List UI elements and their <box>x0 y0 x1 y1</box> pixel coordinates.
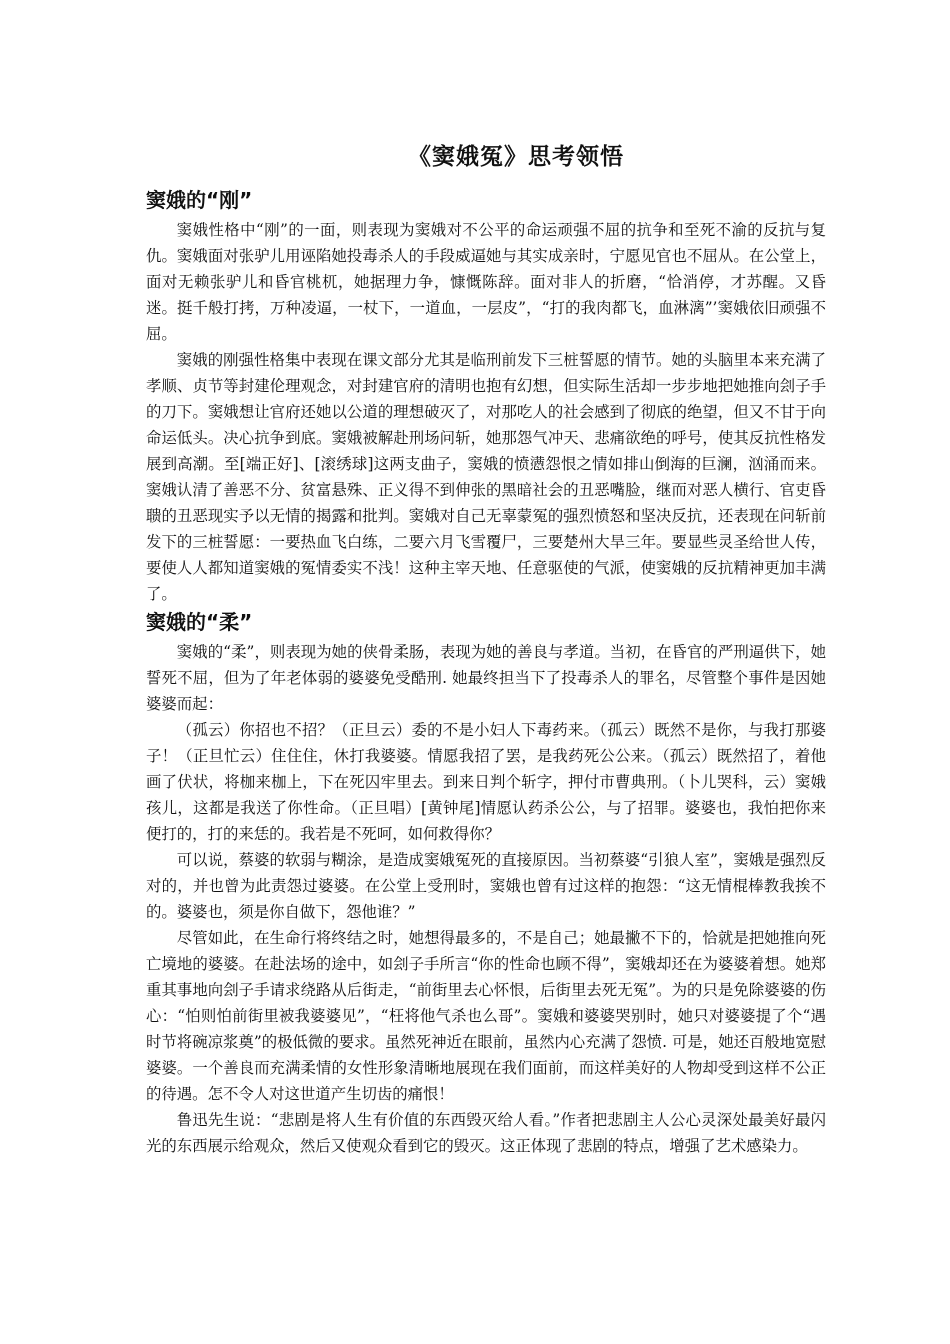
document-page <box>146 138 826 1159</box>
section-rou <box>146 607 826 1159</box>
paragraph: 鲁迅先生说：“悲剧是将人生有价值的东西毁灭给人看。”作者把悲剧主人公心灵深处最美好最闪光的东西展示给观众，然后又使观众看到它的毁灭。这正体现了悲剧的特点，增强了艺术感染力。 <box>146 1111 826 1155</box>
paragraph: （孤云）你招也不招？（正旦云）委的不是小妇人下毒药来。（孤云）既然不是你，与我打那婆子！（正旦忙云）住住住，休打我婆婆。情愿我招了罢，是我药死公公来。（孤云）既然招了，着他画了伏状，将枷来枷上，下在死囚牢里去。到来日判个斩字，押付市曹典刑。（卜儿哭科，云）窦娥孩儿，这都是我送了你性命。（正旦唱）[黄钟尾]情愿认药杀公公，与了招罪。婆婆也，我怕把你来便打的，打的来恁的。我若是不死呵，如何救得你？ <box>146 721 826 843</box>
paragraph: 窦娥的“柔”，则表现为她的侠骨柔肠，表现为她的善良与孝道。当初，在昏官的严刑逼供下，她誓死不屈，但为了年老体弱的婆婆免受酷刑. 她最终担当下了投毒杀人的罪名，尽管整个事件是因她婆婆而起： <box>146 643 826 713</box>
page-title: 《窦娥冤》思考领悟 <box>408 144 624 170</box>
paragraph: 窦娥的刚强性格集中表现在课文部分尤其是临刑前发下三桩誓愿的情节。她的头脑里本来充满了孝顺、贞节等封建伦理观念，对封建官府的清明也抱有幻想，但实际生活却一步步地把她推向刽子手的刀下。窦娥想让官府还她以公道的理想破灭了，对那吃人的社会感到了彻底的绝望，但又不甘于向命运低头。决心抗争到底。窦娥被解赴刑场问斩，她那怨气冲天、悲痛欲绝的呼号，使其反抗性格发展到高潮。至[端正好]、[滚绣球]这两支曲子，窦娥的愤懑怨恨之情如排山倒海的巨澜，汹涌而来。窦娥认清了善恶不分、贫富悬殊、正义得不到伸张的黑暗社会的丑恶嘴脸，继而对恶人横行、官吏昏聩的丑恶现实予以无情的揭露和批判。窦娥对自己无辜蒙冤的强烈愤怒和坚决反抗，还表现在问斩前发下的三桩誓愿：一要热血飞白练，二要六月飞雪覆尸，三要楚州大旱三年。要显些灵圣给世人传，要使人人都知道窦娥的冤情委实不浅！这种主宰天地、任意驱使的气派，使窦娥的反抗精神更加丰满了。 <box>146 351 826 603</box>
section-heading: 窦娥的“柔” <box>146 610 253 634</box>
paragraph: 窦娥性格中“刚”的一面，则表现为窦娥对不公平的命运顽强不屈的抗争和至死不渝的反抗与复仇。窦娥面对张驴儿用诬陷她投毒杀人的手段威逼她与其实成亲时，宁愿见官也不屈从。在公堂上，面对无赖张驴儿和昏官桃杌，她据理力争，慷慨陈辞。面对非人的折磨，“恰消停，才苏醒。又昏迷。挺千般打拷，万种凌逼，一杖下，一道血，一层皮”，“打的我肉都飞，血淋漓”’窦娥依旧顽强不屈。 <box>146 221 826 343</box>
paragraph: 尽管如此，在生命行将终结之时，她想得最多的，不是自己；她最撇不下的，恰就是把她推向死亡境地的婆婆。在赴法场的途中，如刽子手所言“你的性命也顾不得”，窦娥却还在为婆婆着想。她郑重其事地向刽子手请求绕路从后街走，“前街里去心怀恨，后街里去死无冤”。为的只是免除婆婆的伤心：“怕则怕前街里被我婆婆见”，“枉将他气杀也么哥”。窦娥和婆婆哭别时，她只对婆婆提了个“遇时节将碗凉浆奠”的极低微的要求。虽然死神近在眼前，虽然内心充满了怨愤. 可是，她还百般地宽慰婆婆。一个善良而充满柔情的女性形象清晰地展现在我们面前，而这样美好的人物却受到这样不公正的待遇。怎不令人对这世道产生切齿的痛恨！ <box>146 929 826 1103</box>
paragraph: 可以说，蔡婆的软弱与糊涂，是造成窦娥冤死的直接原因。当初蔡婆“引狼人室”，窦娥是强烈反对的，并也曾为此责怨过婆婆。在公堂上受刑时，窦娥也曾有过这样的抱怨：“这无情棍棒教我挨不的。婆婆也，须是你自做下，怨他谁？” <box>146 851 826 921</box>
section-heading: 窦娥的“刚” <box>146 188 253 212</box>
section-gang <box>146 185 826 607</box>
